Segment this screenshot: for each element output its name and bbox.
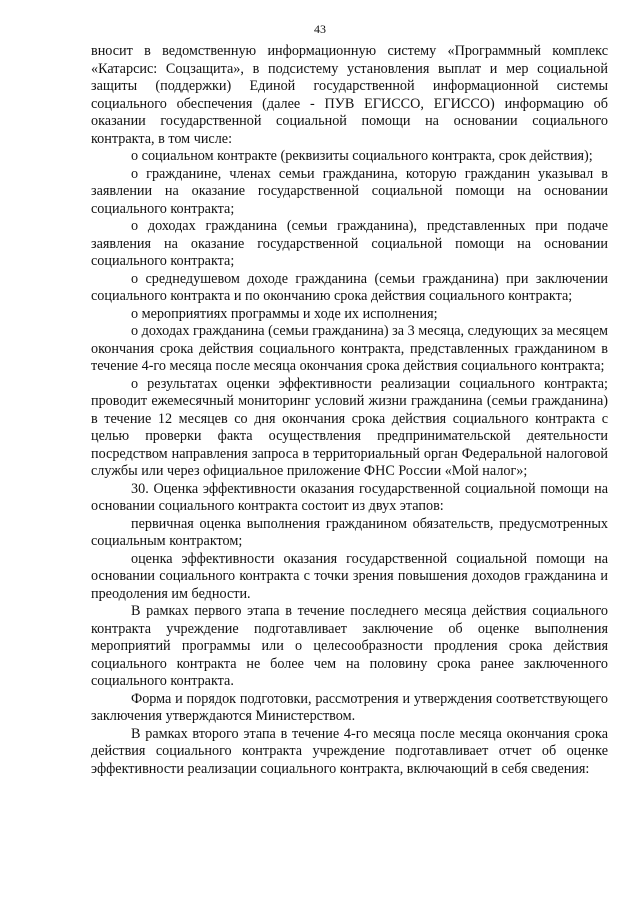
paragraph-citizen-family-members: о гражданине, членах семьи гражданина, которую гражданин указывал в заявлении на оказание государственной социальной помощи на основании социального контракта; — [91, 165, 608, 217]
paragraph-first-stage: В рамках первого этапа в течение последнего месяца действия социального контракта учреждение подготавливает заключение об оценке выполнения мероприятий программы или о целесообразности продления срока действия социального контракта не более чем на половину срока ранее заключенного социального контракта. — [91, 603, 608, 689]
page-number: 43 — [314, 22, 326, 36]
paragraph-income-three-months: о доходах гражданина (семьи гражданина) за 3 месяца, следующих за месяцем окончания срока действия социального контракта, представленных гражданином в течение 4-го месяца после месяца окончания срока действия социального контракта; — [91, 323, 608, 374]
paragraph-form-procedure: Форма и порядок подготовки, рассмотрения и утверждения соответствующего заключения утверждаются Министерством. — [91, 690, 608, 724]
paragraph-citizen-income-application: о доходах гражданина (семьи гражданина), представленных при подаче заявления на оказание государственной социальной помощи на основании социального контракта; — [91, 218, 608, 269]
paragraph-per-capita-income: о среднедушевом доходе гражданина (семьи гражданина) при заключении социального контракта и по окончанию срока действия социального контракта; — [91, 270, 608, 304]
paragraph-primary-assessment: первичная оценка выполнения гражданином обязательств, предусмотренных социальным контрактом; — [91, 515, 608, 549]
paragraph-evaluation-monitoring: о результатах оценки эффективности реализации социального контракта; проводит ежемесячный мониторинг условий жизни гражданина (семьи гражданина) в течение 12 месяцев со дня окончания срока действия социального контракта с целью проверки факта осуществления предпринимательской деятельности посредством направления запроса в территориальный орган Федеральной налоговой службы или через официальное приложение ФНС России «Мой налог»; — [91, 375, 608, 479]
paragraph-social-contract-details: о социальном контракте (реквизиты социального контракта, срок действия); — [131, 148, 593, 164]
paragraph-program-activities: о мероприятиях программы и ходе их исполнения; — [131, 305, 438, 322]
paragraph-second-stage: В рамках второго этапа в течение 4-го месяца после месяца окончания срока действия социального контракта учреждение подготавливает отчет об оценке эффективности реализации социального контракта, включающий в себя сведения: — [91, 725, 608, 777]
body-text — [91, 43, 608, 778]
paragraph-effectiveness-assessment: оценка эффективности оказания государственной социальной помощи на основании социального контракта с точки зрения повышения доходов гражданина и преодоления им бедности. — [91, 550, 608, 602]
paragraph-item-30: 30. Оценка эффективности оказания государственной социальной помощи на основании социального контракта состоит из двух этапов: — [91, 480, 608, 514]
paragraph-intro-egisso: вносит в ведомственную информационную систему «Программный комплекс «Катарсис: Соцзащита», в подсистему установления выплат и мер социальной защиты (поддержки) Единой государственной информационной системы социального обеспечения (далее - ПУВ ЕГИССО, ЕГИССО) информацию об оказании государственной социальной помощи на основании социального контракта, в том числе: — [91, 43, 608, 147]
